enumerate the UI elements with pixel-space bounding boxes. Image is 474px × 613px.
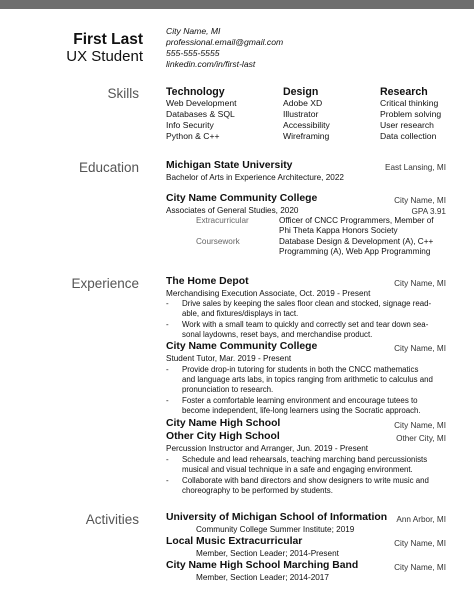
section-title-skills: Skills xyxy=(107,86,139,101)
coursework-label: Coursework xyxy=(196,237,240,246)
skill-item: Problem solving xyxy=(380,109,442,119)
section-title-experience: Experience xyxy=(71,276,139,291)
bullet-dash: - xyxy=(166,320,169,329)
skill-heading-technology: Technology xyxy=(166,86,225,98)
activity-location: Ann Arbor, MI xyxy=(396,515,446,524)
skill-heading-research: Research xyxy=(380,86,428,98)
job-bullet: choreography to be performed by students. xyxy=(182,486,333,495)
skill-item: Info Security xyxy=(166,120,214,130)
skill-heading-design: Design xyxy=(283,86,319,98)
job-bullet: Work with a small team to quickly and correctly set and tear down sea- xyxy=(182,320,429,329)
extracurricular-text: Phi Theta Kappa Honors Society xyxy=(279,226,398,235)
education-location: City Name, MI xyxy=(394,196,446,205)
coursework-text: Database Design & Development (A), C++ xyxy=(279,237,434,246)
resume-name: First Last xyxy=(73,31,143,48)
activity-detail: Member, Section Leader; 2014-Present xyxy=(196,549,339,558)
bullet-dash: - xyxy=(166,476,169,485)
bullet-dash: - xyxy=(166,299,169,308)
education-location: East Lansing, MI xyxy=(385,163,446,172)
contact-email: professional.email@gmail.com xyxy=(166,37,284,47)
skill-item: Accessibility xyxy=(283,120,330,130)
job-bullet: Collaborate with band directors and show designers to write music and xyxy=(182,476,429,485)
contact-phone: 555-555-5555 xyxy=(166,48,220,58)
skill-item: Databases & SQL xyxy=(166,109,235,119)
job-title: Merchandising Execution Associate, Oct. 2019 - Present xyxy=(166,289,371,298)
job-bullet: Drive sales by keeping the sales floor clean and stocked, signage read- xyxy=(182,299,432,308)
job-bullet: Schedule and lead rehearsals, teaching marching band percussionists xyxy=(182,455,428,464)
job-org: Other City High School xyxy=(166,431,280,442)
skill-item: Critical thinking xyxy=(380,98,439,108)
job-location: Other City, MI xyxy=(396,434,446,443)
contact-city: City Name, MI xyxy=(166,26,221,36)
job-title: Percussion Instructor and Arranger, Jun. 2019 - Present xyxy=(166,444,369,453)
education-gpa: GPA 3.91 xyxy=(411,207,446,216)
job-bullet: sonal laydowns, reset bays, and merchandise product. xyxy=(182,330,373,339)
skill-item: Wireframing xyxy=(283,131,330,141)
job-location: City Name, MI xyxy=(394,279,446,288)
contact-linkedin: linkedin.com/in/first-last xyxy=(166,59,256,69)
skill-item: Illustrator xyxy=(283,109,319,119)
extracurricular-text: Officer of CNCC Programmers, Member of xyxy=(279,216,434,225)
activity-detail: Member, Section Leader; 2014-2017 xyxy=(196,573,329,582)
activity-org: City Name High School Marching Band xyxy=(166,560,359,571)
skill-item: User research xyxy=(380,120,434,130)
activity-detail: Community College Summer Institute; 2019 xyxy=(196,525,355,534)
bullet-dash: - xyxy=(166,396,169,405)
education-school: Michigan State University xyxy=(166,160,293,171)
activity-org: University of Michigan School of Information xyxy=(166,512,388,523)
job-org: The Home Depot xyxy=(166,276,249,287)
job-bullet: able, and fixtures/displays in tact. xyxy=(182,309,299,318)
job-org: City Name High School xyxy=(166,418,281,429)
activity-location: City Name, MI xyxy=(394,563,446,572)
education-school: City Name Community College xyxy=(166,193,318,204)
job-bullet: musical and visual technique in a safe and engaging environment. xyxy=(182,465,413,474)
job-bullet: become independent, life-long learners using the Socratic approach. xyxy=(182,406,421,415)
skill-item: Python & C++ xyxy=(166,131,220,141)
job-bullet: pronunciation to research. xyxy=(182,385,274,394)
bullet-dash: - xyxy=(166,455,169,464)
activity-location: City Name, MI xyxy=(394,539,446,548)
education-degree: Associates of General Studies, 2020 xyxy=(166,206,299,215)
coursework-text: Programming (A), Web App Programming xyxy=(279,247,431,256)
extracurricular-label: Extracurricular xyxy=(196,216,249,225)
job-location: City Name, MI xyxy=(394,421,446,430)
job-bullet: and language arts labs, in topics ranging from arithmetic to calculus and xyxy=(182,375,433,384)
job-title: Student Tutor, Mar. 2019 - Present xyxy=(166,354,292,363)
bullet-dash: - xyxy=(166,365,169,374)
activity-org: Local Music Extracurricular xyxy=(166,536,303,547)
skill-item: Data collection xyxy=(380,131,437,141)
job-bullet: Provide drop-in tutoring for students in both the CNCC mathematics xyxy=(182,365,419,374)
job-bullet: Foster a comfortable learning environment and encourage tutees to xyxy=(182,396,418,405)
job-location: City Name, MI xyxy=(394,344,446,353)
skill-item: Adobe XD xyxy=(283,98,323,108)
education-degree: Bachelor of Arts in Experience Architecture, 2022 xyxy=(166,173,344,182)
skill-item: Web Development xyxy=(166,98,237,108)
section-title-education: Education xyxy=(78,160,139,175)
resume-role: UX Student xyxy=(66,48,143,65)
top-bar xyxy=(0,0,474,9)
section-title-activities: Activities xyxy=(85,512,139,527)
job-org: City Name Community College xyxy=(166,341,318,352)
